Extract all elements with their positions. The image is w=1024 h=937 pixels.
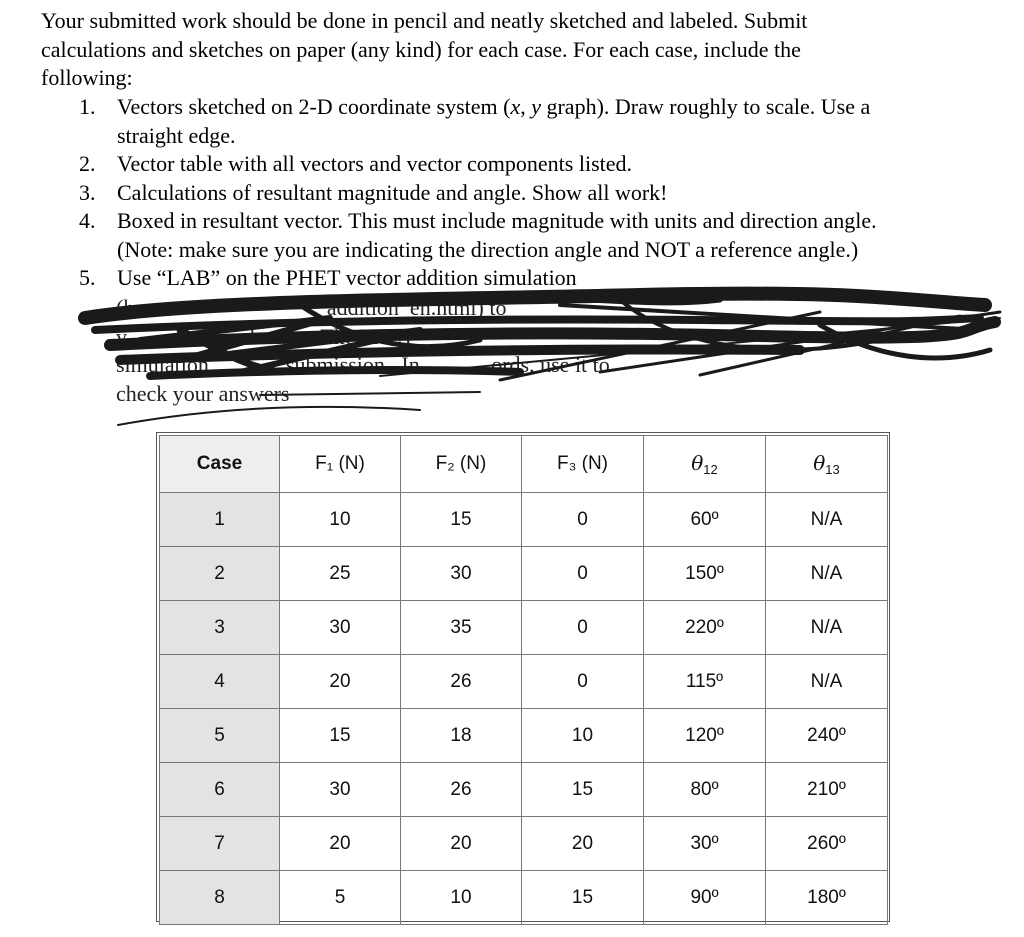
- instruction-text: straight edge.: [117, 122, 236, 148]
- instruction-item: [0, 179, 1024, 208]
- case-number-cell: 3: [160, 601, 280, 655]
- theta13-cell: N/A: [766, 493, 888, 547]
- table-header-row: [160, 436, 888, 493]
- table-row: [160, 655, 888, 709]
- table-row: [160, 871, 888, 925]
- case-table: [159, 435, 888, 925]
- theta12-cell: 30º: [644, 817, 766, 871]
- f2-cell: 26: [401, 763, 522, 817]
- column-header-theta13: [766, 436, 888, 493]
- instruction-list: [0, 93, 1024, 293]
- instruction-item: [0, 264, 1024, 293]
- case-number-cell: 7: [160, 817, 280, 871]
- instruction-text: Use “LAB” on the PHET vector addition simulation: [117, 265, 577, 290]
- column-header-case: Case: [160, 436, 280, 493]
- intro-line: Your submitted work should be done in pencil and neatly sketched and labeled. Submit: [41, 8, 808, 33]
- f1-cell: 20: [280, 817, 401, 871]
- theta13-cell: 210º: [766, 763, 888, 817]
- theta12-cell: 220º: [644, 601, 766, 655]
- case-number-cell: 4: [160, 655, 280, 709]
- intro-paragraph: [41, 7, 1001, 93]
- f3-cell: 20: [522, 817, 644, 871]
- intro-line: calculations and sketches on paper (any kind) for each case. For each case, include the: [41, 36, 801, 62]
- f2-cell: 18: [401, 709, 522, 763]
- theta12-cell: 80º: [644, 763, 766, 817]
- case-number-cell: 1: [160, 493, 280, 547]
- table-row: [160, 763, 888, 817]
- instruction-text: Calculations of resultant magnitude and angle. Show all work!: [117, 179, 668, 205]
- f1-cell: 10: [280, 493, 401, 547]
- theta12-cell: 150º: [644, 547, 766, 601]
- case-number-cell: 5: [160, 709, 280, 763]
- table-row: [160, 601, 888, 655]
- theta-symbol: θ: [691, 451, 704, 475]
- theta-subscript: 12: [703, 462, 718, 477]
- f1-cell: 15: [280, 709, 401, 763]
- case-number-cell: 2: [160, 547, 280, 601]
- instruction-item: [0, 150, 1024, 179]
- f1-cell: 20: [280, 655, 401, 709]
- column-header-theta12: [644, 436, 766, 493]
- f1-cell: 30: [280, 601, 401, 655]
- instruction-item: [0, 207, 1024, 264]
- instruction-number: 3.: [79, 179, 96, 205]
- f2-cell: 10: [401, 871, 522, 925]
- f1-cell: 25: [280, 547, 401, 601]
- scribbled-line: v each case. The PHET: [116, 323, 415, 349]
- column-header-f3: F₃ (N): [522, 436, 644, 493]
- instruction-text: (Note: make sure you are indicating the direction angle and NOT a reference angle.): [117, 236, 859, 262]
- table-row: [160, 493, 888, 547]
- column-header-f1: F₁ (N): [280, 436, 401, 493]
- theta12-cell: 60º: [644, 493, 766, 547]
- theta12-cell: 120º: [644, 709, 766, 763]
- case-number-cell: 6: [160, 763, 280, 817]
- f3-cell: 0: [522, 493, 644, 547]
- column-header-f2: F₂ (N): [401, 436, 522, 493]
- theta-symbol: θ: [813, 451, 826, 475]
- f2-cell: 20: [401, 817, 522, 871]
- table-row: [160, 709, 888, 763]
- f3-cell: 0: [522, 655, 644, 709]
- f3-cell: 15: [522, 763, 644, 817]
- f2-cell: 15: [401, 493, 522, 547]
- theta12-cell: 90º: [644, 871, 766, 925]
- theta13-cell: 180º: [766, 871, 888, 925]
- f2-cell: 30: [401, 547, 522, 601]
- scribbled-line: check your answers: [116, 380, 290, 406]
- table-row: [160, 547, 888, 601]
- f2-cell: 26: [401, 655, 522, 709]
- theta13-cell: N/A: [766, 547, 888, 601]
- instruction-number: 1.: [79, 94, 96, 119]
- instruction-item: [0, 93, 1024, 150]
- f3-cell: 0: [522, 547, 644, 601]
- intro-line: following:: [41, 65, 133, 90]
- f2-cell: 35: [401, 601, 522, 655]
- f1-cell: 30: [280, 763, 401, 817]
- instruction-number: 5.: [79, 265, 96, 290]
- scribbled-text: [116, 294, 610, 408]
- theta12-cell: 115º: [644, 655, 766, 709]
- instruction-text: Boxed in resultant vector. This must include magnitude with units and direction angle.: [117, 208, 877, 233]
- theta13-cell: 240º: [766, 709, 888, 763]
- table-row: [160, 817, 888, 871]
- theta13-cell: 260º: [766, 817, 888, 871]
- scribbled-line: (h addition_en.html) to: [116, 295, 507, 320]
- f3-cell: 10: [522, 709, 644, 763]
- instruction-number: 4.: [79, 208, 96, 233]
- f1-cell: 5: [280, 871, 401, 925]
- instruction-number: 2.: [79, 151, 96, 176]
- theta-subscript: 13: [825, 462, 840, 477]
- f3-cell: 0: [522, 601, 644, 655]
- instruction-text: Vector table with all vectors and vector components listed.: [117, 151, 633, 176]
- instruction-text: Vectors sketched on 2-D coordinate system (x, y graph). Draw roughly to scale. Use a: [117, 94, 871, 119]
- f3-cell: 15: [522, 871, 644, 925]
- theta13-cell: N/A: [766, 601, 888, 655]
- case-number-cell: 8: [160, 871, 280, 925]
- scribbled-line: simulation submission. In ords, use it to: [116, 352, 610, 377]
- theta13-cell: N/A: [766, 655, 888, 709]
